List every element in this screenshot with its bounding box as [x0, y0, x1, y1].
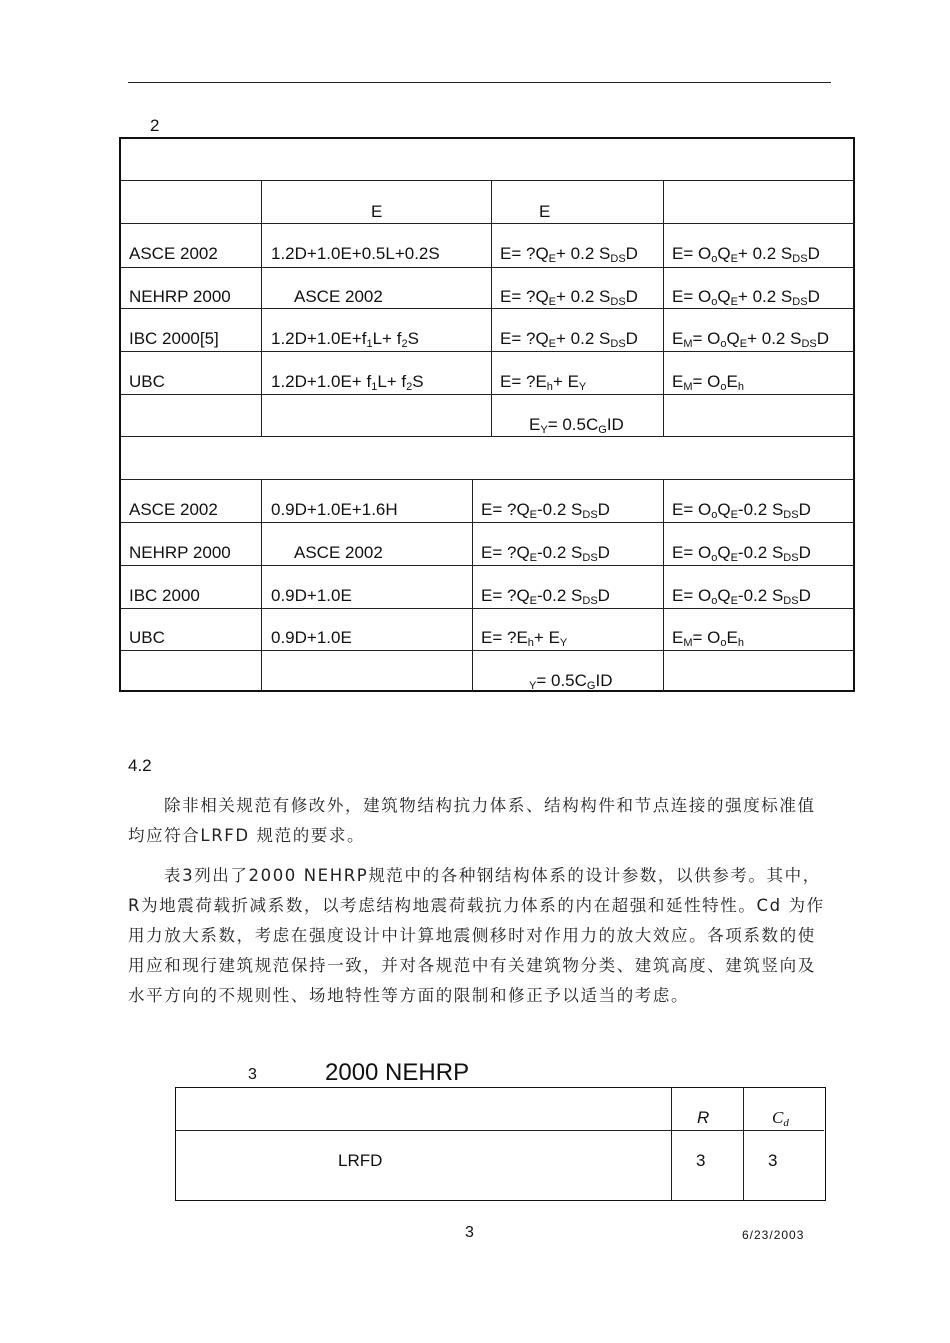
table3-caption-title: 2000 NEHRP: [325, 1059, 470, 1086]
paragraph-2: 表3列出了2000 NEHRP规范中的各种钢结构体系的设计参数，以供参考。其中，R为地震荷载折减系数，以考虑结构地震荷载抗力体系的内在超强和延性特性。Cd 为作用力放大系数，考虑在强度设计中计算地震侧移时对作用力的放大效应。各项系数的使用应和现行建筑规范保持一致，并对各规范中有关建筑物分类、建筑高度、建筑竖向及水平方向的不规则性、场地特性等方面的限制和修正予以适当的考虑。: [128, 866, 825, 1005]
table-cell: $E_M= O_oE_h$: [672, 628, 744, 649]
table3-caption-number: 3: [248, 1066, 257, 1083]
paragraph-1: 除非相关规范有修改外，建筑物结构抗力体系、结构构件和节点连接的强度标准值均应符合LRFD 规范的要求。: [128, 796, 816, 845]
table-cell: $E= O_oQ_E+ 0.2$ $S_{DS}D$: [672, 244, 820, 265]
table-cell: ASCE 2002: [129, 500, 218, 519]
load-combination-table: [119, 137, 855, 692]
table-cell: IBC 2000: [129, 586, 200, 605]
table-cell: NEHRP 2000: [129, 543, 231, 562]
table-cell: ASCE 2002: [294, 287, 383, 306]
header-cd: $C_d$: [772, 1108, 789, 1129]
table-cell: 0.9D+1.0E: [271, 628, 352, 647]
table-cell: $E_Y= 0.5C_GID$: [529, 415, 624, 436]
table-cell: UBC: [129, 372, 165, 391]
table-cell: $E= ?Q_E-0.2$ $S_{DS}D$: [481, 586, 610, 607]
row-cd-value: 3: [768, 1151, 778, 1170]
table-cell: $E= O_oQ_E-0.2$ $S_{DS}D$: [672, 586, 811, 607]
section-number: 4.2: [128, 756, 152, 775]
table-cell: $E_M= O_oE_h$: [672, 372, 744, 393]
header-col-e1: E: [371, 202, 383, 221]
table-cell: $E= ?Q_E+ 0.2$ $S_{DS}D$: [500, 287, 638, 308]
table-cell: $E= ?Q_E+ 0.2$ $S_{DS}D$: [500, 244, 638, 265]
table-cell: ASCE 2002: [129, 244, 218, 263]
table-cell: $E= O_oQ_E+ 0.2$ $S_{DS}D$: [672, 287, 820, 308]
table2-caption: 2: [150, 116, 160, 135]
row-r-value: 3: [696, 1151, 706, 1170]
header-rule: [128, 82, 831, 83]
header-col-e2: E: [539, 202, 551, 221]
table-cell: $E= ?E_h+ E_Y$: [481, 628, 568, 649]
table-cell: NEHRP 2000: [129, 287, 231, 306]
header-r: R: [697, 1108, 710, 1127]
table-cell: $E= O_oQ_E-0.2$ $S_{DS}D$: [672, 500, 811, 521]
table-cell: $1.2D+1.0E+ f_1L+ f_2S$: [271, 372, 424, 393]
design-parameter-table: [175, 1087, 826, 1201]
table-cell: ASCE 2002: [294, 543, 383, 562]
table-cell: 1.2D+1.0E+0.5L+0.2S: [271, 244, 440, 263]
table-cell: UBC: [129, 628, 165, 647]
table-cell: $E= ?E_h+ E_Y$: [500, 372, 587, 393]
table-cell: $E_M= O_oQ_E+ 0.2$ $S_{DS}D$: [672, 329, 830, 350]
table-cell: $_Y= 0.5C_GID$: [529, 671, 613, 692]
table-cell: $E= ?Q_E+ 0.2$ $S_{DS}D$: [500, 329, 638, 350]
table-cell: $1.2D+1.0E+f_1L+ f_2S$: [271, 329, 419, 350]
page-number: 3: [465, 1224, 474, 1241]
table-cell: $E= O_oQ_E-0.2$ $S_{DS}D$: [672, 543, 811, 564]
table-cell: IBC 2000[5]: [129, 329, 219, 348]
table-cell: $E= ?Q_E-0.2$ $S_{DS}D$: [481, 500, 610, 521]
row-label: LRFD: [338, 1151, 383, 1170]
table-cell: 0.9D+1.0E: [271, 586, 352, 605]
table-cell: $E= ?Q_E-0.2$ $S_{DS}D$: [481, 543, 610, 564]
footer-date: 6/23/2003: [742, 1228, 805, 1242]
table-cell: 0.9D+1.0E+1.6H: [271, 500, 398, 519]
